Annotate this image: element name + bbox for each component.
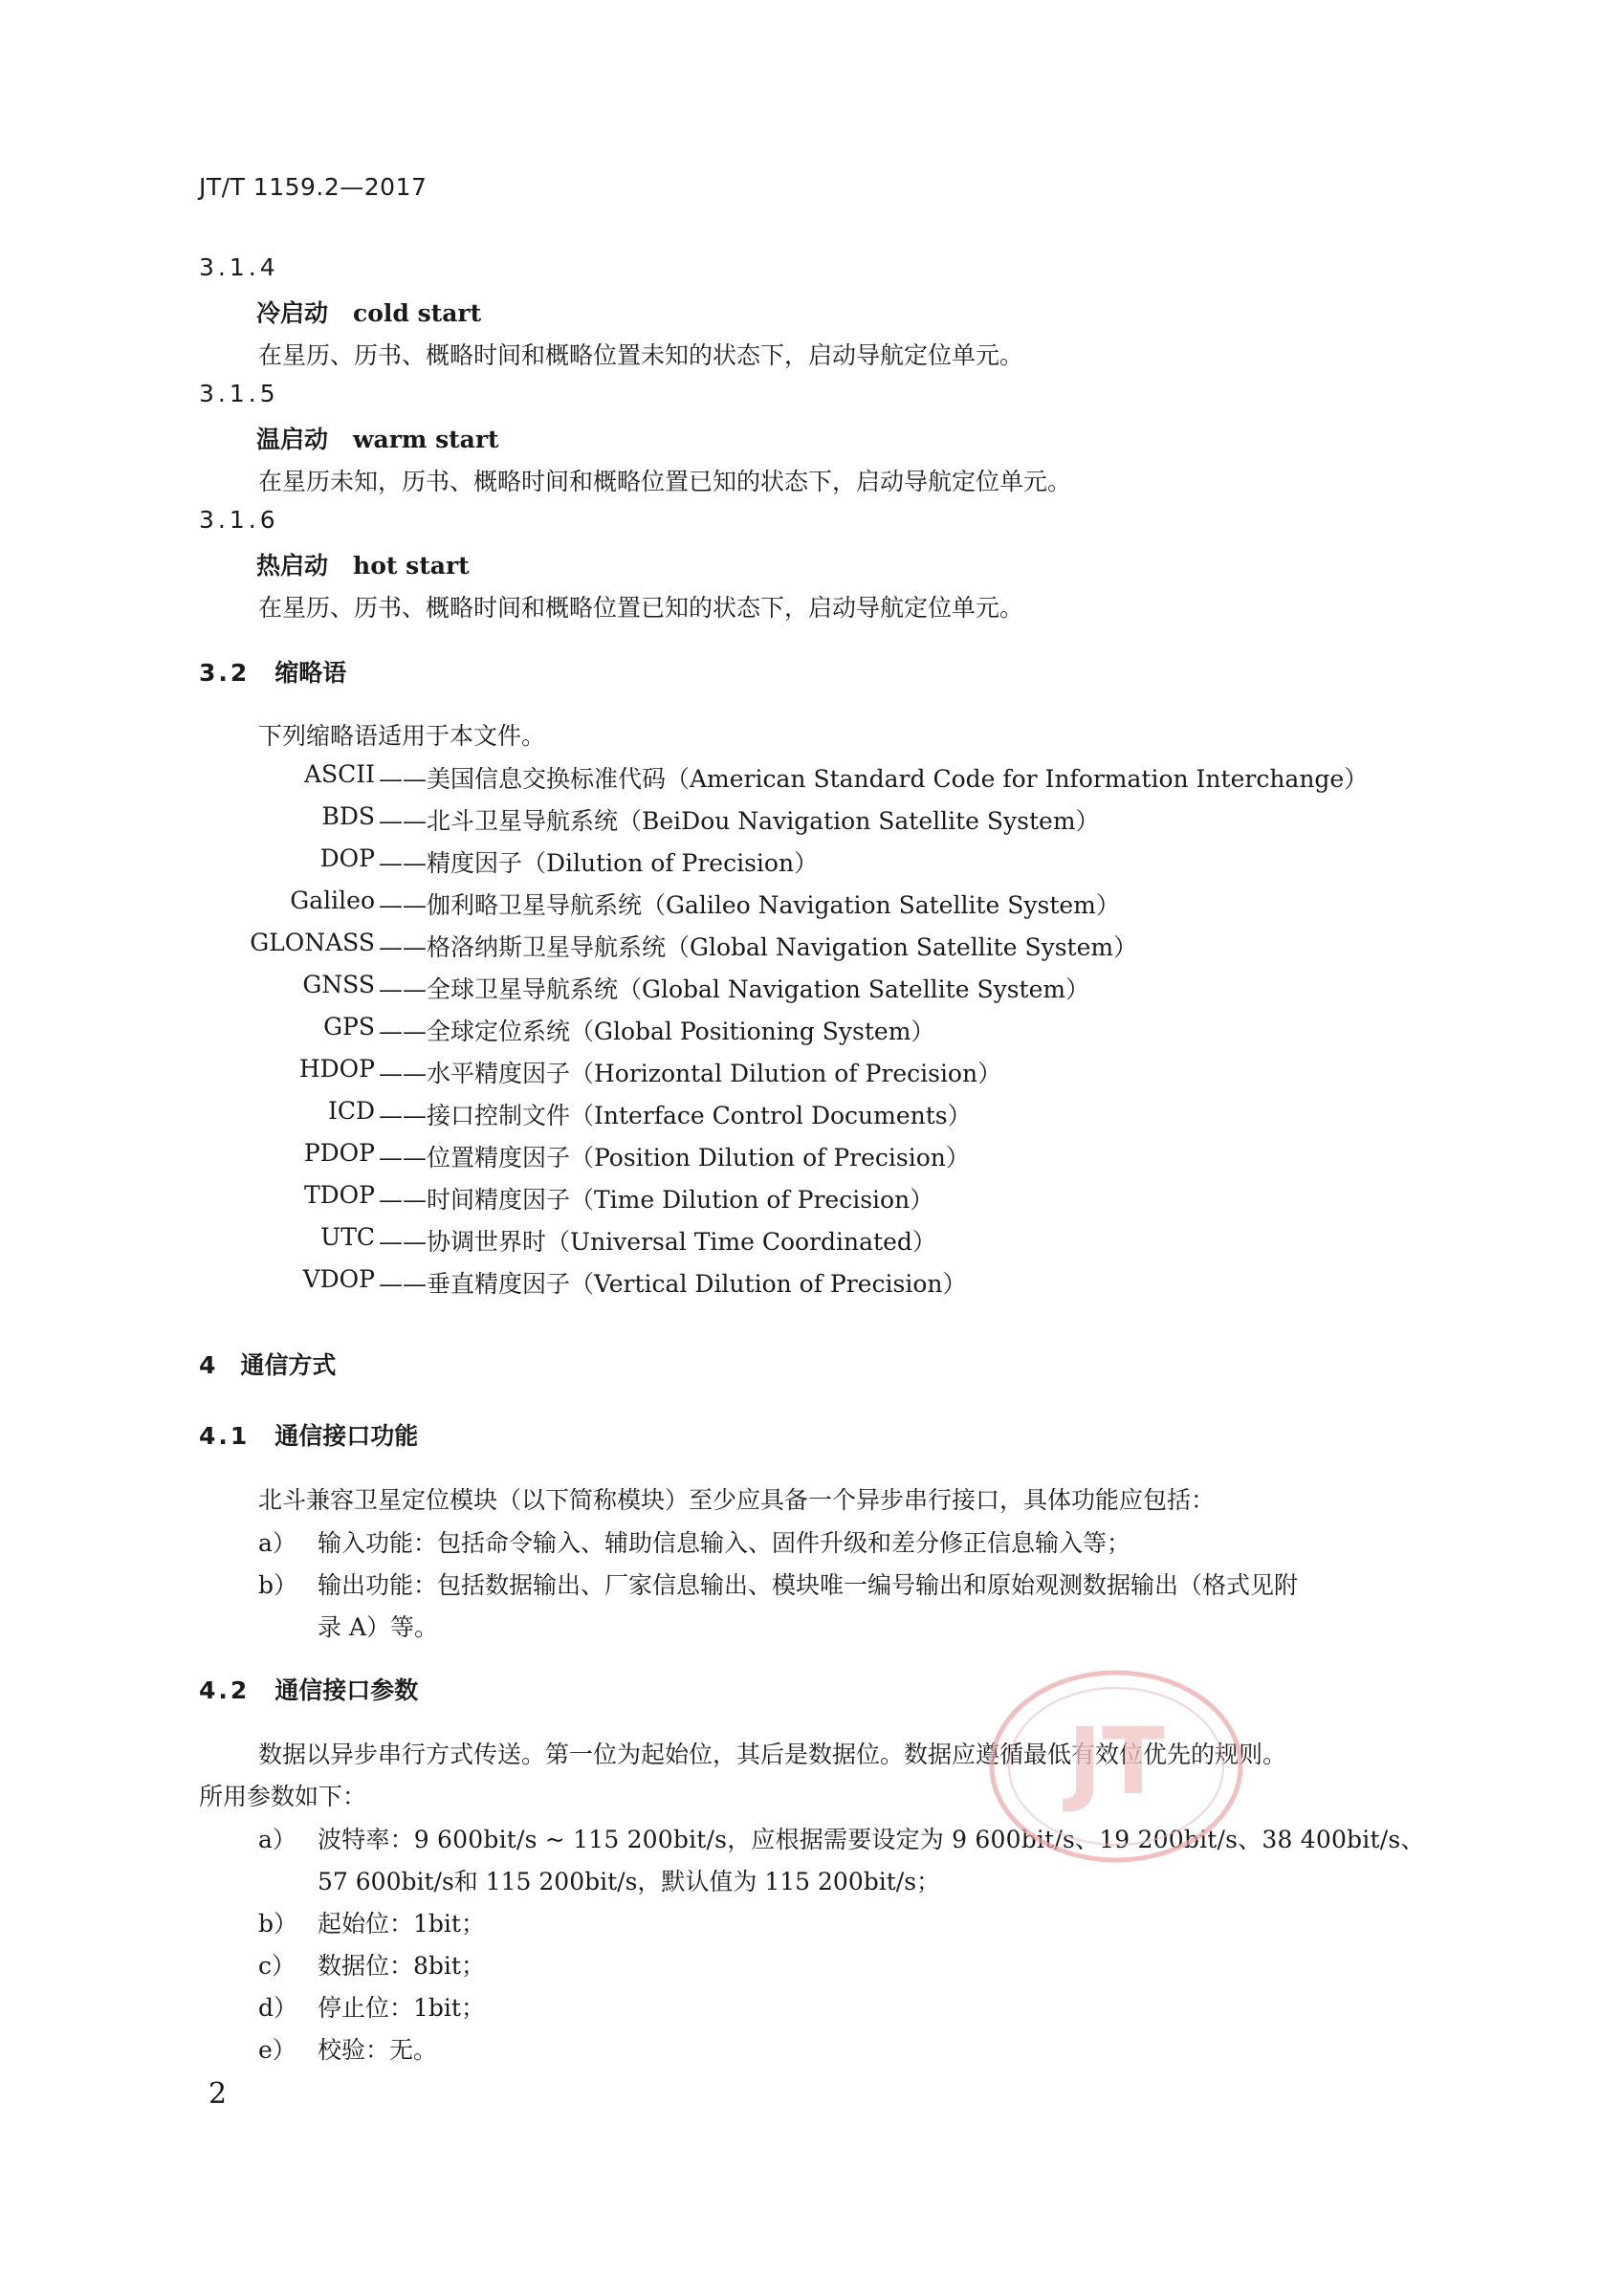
abbreviation-text: ——全球卫星导航系统（Global Navigation Satellite System） (379, 975, 1090, 1003)
term-zh: 温启动 (256, 426, 329, 453)
term-cold-start (256, 295, 481, 329)
abbreviation-code: UTC (320, 1223, 375, 1251)
abbreviation-code: BDS (321, 802, 375, 830)
clause-number-3-1-6: 3.1.6 (199, 506, 279, 534)
abbreviation-code: HDOP (298, 1055, 375, 1083)
section-4-2-intro-continuation: 所用参数如下： (199, 1783, 367, 1810)
section-heading-4-2 (199, 1672, 418, 1706)
abbreviation-text: ——北斗卫星导航系统（BeiDou Navigation Satellite System） (379, 807, 1100, 835)
abbreviation-text: ——垂直精度因子（Vertical Dilution of Precision） (379, 1270, 967, 1298)
list-marker: c） (258, 1952, 296, 1980)
abbreviation-code: DOP (319, 844, 375, 872)
abbreviation-text: ——接口控制文件（Interface Control Documents） (379, 1102, 972, 1129)
abbreviation-text: ——时间精度因子（Time Dilution of Precision） (379, 1186, 934, 1214)
section-heading-3-2 (199, 654, 346, 689)
term-en: hot start (353, 552, 470, 580)
list-marker: a） (258, 1826, 296, 1853)
list-text: 波特率：9 600bit/s ~ 115 200bit/s，应根据需要设定为 9 600bit/s、19 200bit/s、38 400bit/s、 (318, 1826, 1425, 1853)
term-zh: 热启动 (256, 552, 329, 580)
section-title: 通信接口参数 (274, 1676, 419, 1704)
list-marker: b） (258, 1571, 298, 1599)
list-text: 校验：无。 (318, 2036, 438, 2064)
chapter-heading-4 (199, 1347, 336, 1381)
section-number: 4.1 (199, 1422, 251, 1450)
abbreviation-text: ——位置精度因子（Position Dilution of Precision） (379, 1144, 970, 1172)
section-number: 3.2 (199, 659, 251, 687)
abbreviation-code: GPS (323, 1013, 375, 1040)
list-marker: b） (258, 1910, 298, 1938)
chapter-title: 通信方式 (240, 1351, 337, 1379)
term-en: cold start (353, 299, 482, 327)
abbreviation-text: ——水平精度因子（Horizontal Dilution of Precision） (379, 1060, 1002, 1087)
abbreviation-code: Galileo (290, 887, 375, 914)
list-marker: a） (258, 1529, 296, 1557)
abbreviation-code: PDOP (303, 1139, 375, 1167)
section-heading-4-1 (199, 1417, 418, 1452)
list-text: 输出功能：包括数据输出、厂家信息输出、模块唯一编号输出和原始观测数据输出（格式见附 (318, 1571, 1299, 1599)
chapter-number: 4 (199, 1351, 216, 1379)
section-title: 通信接口功能 (274, 1422, 419, 1450)
abbreviation-code: ASCII (303, 760, 375, 788)
abbreviation-text: ——格洛纳斯卫星导航系统（Global Navigation Satellite System） (379, 933, 1138, 961)
abbreviation-text: ——全球定位系统（Global Positioning System） (379, 1018, 935, 1045)
abbreviation-text: ——伽利略卫星导航系统（Galileo Navigation Satellite System） (379, 891, 1120, 919)
list-marker: e） (258, 2036, 296, 2064)
abbreviation-code: ICD (327, 1097, 375, 1125)
list-text: 数据位：8bit； (318, 1952, 485, 1980)
term-definition: 在星历、历书、概略时间和概略位置已知的状态下，启动导航定位单元。 (258, 594, 1024, 622)
list-marker: d） (258, 1994, 298, 2022)
term-hot-start (256, 547, 470, 581)
term-zh: 冷启动 (256, 299, 329, 327)
section-title: 缩略语 (274, 659, 347, 687)
abbreviation-code: GNSS (302, 971, 375, 998)
abbreviation-code: GLONASS (250, 929, 375, 956)
abbreviation-text: ——美国信息交换标准代码（American Standard Code for Information Interchange） (379, 765, 1369, 793)
term-definition: 在星历未知，历书、概略时间和概略位置已知的状态下，启动导航定位单元。 (258, 468, 1072, 495)
list-text-continuation: 57 600bit/s和 115 200bit/s，默认值为 115 200bit/s； (318, 1868, 941, 1895)
list-text: 输入功能：包括命令输入、辅助信息输入、固件升级和差分修正信息输入等； (318, 1529, 1131, 1557)
abbreviation-code: TDOP (303, 1181, 375, 1209)
section-4-1-intro: 北斗兼容卫星定位模块（以下简称模块）至少应具备一个异步串行接口，具体功能应包括： (258, 1486, 1216, 1514)
standard-code: JT/T 1159.2—2017 (199, 173, 428, 201)
term-warm-start (256, 421, 499, 455)
list-text: 停止位：1bit； (318, 1994, 485, 2022)
section-number: 4.2 (199, 1676, 251, 1704)
abbreviation-text: ——精度因子（Dilution of Precision） (379, 849, 819, 877)
term-en: warm start (353, 426, 499, 453)
list-text: 起始位：1bit； (318, 1910, 485, 1938)
abbreviation-code: VDOP (302, 1265, 375, 1293)
section-4-2-intro: 数据以异步串行方式传送。第一位为起始位，其后是数据位。数据应遵循最低有效位优先的规则。 (258, 1741, 1287, 1768)
page-number: 2 (208, 2077, 228, 2111)
list-text-continuation: 录 A）等。 (318, 1613, 439, 1641)
jt-stamp-logo (987, 1669, 1245, 1865)
abbreviations-intro: 下列缩略语适用于本文件。 (258, 722, 546, 750)
term-definition: 在星历、历书、概略时间和概略位置未知的状态下，启动导航定位单元。 (258, 341, 1024, 369)
clause-number-3-1-4: 3.1.4 (199, 253, 279, 281)
stamp-text: JT (1067, 1708, 1165, 1815)
clause-number-3-1-5: 3.1.5 (199, 380, 279, 407)
abbreviation-text: ——协调世界时（Universal Time Coordinated） (379, 1228, 936, 1256)
